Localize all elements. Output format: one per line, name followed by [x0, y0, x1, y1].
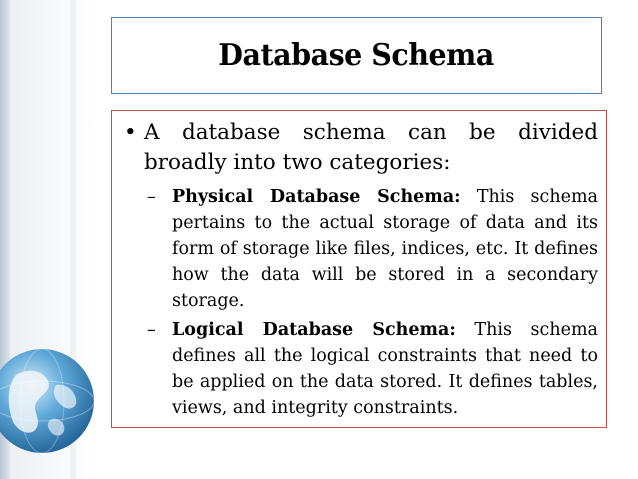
globe-icon: [0, 345, 98, 457]
sub-bullet-logical: [124, 317, 598, 421]
term-logical-schema: Logical Database Schema:: [172, 320, 456, 340]
main-bullet-text: A database schema can be divided broadly into two categories:: [144, 120, 598, 175]
content-box: [111, 110, 607, 428]
sub-bullet-logical-text: This schema defines all the logical constraints that need to be applied on the data stored. It defines tables, views, and integrity constraints.: [172, 320, 598, 418]
sub-bullet-list: [124, 184, 598, 421]
dash-marker: –: [147, 187, 156, 207]
main-bullet: [124, 118, 598, 178]
title-box: [111, 17, 602, 94]
sub-bullet-physical-text: This schema pertains to the actual storage of data and its form of storage like files, indices, etc. It defines how the data will be stored in a secondary storage.: [172, 187, 598, 311]
slide-title: Database Schema: [218, 38, 495, 73]
bullet-marker: •: [124, 120, 137, 145]
dash-marker: –: [147, 320, 156, 340]
sub-bullet-physical: [124, 184, 598, 314]
term-physical-schema: Physical Database Schema:: [172, 187, 461, 207]
